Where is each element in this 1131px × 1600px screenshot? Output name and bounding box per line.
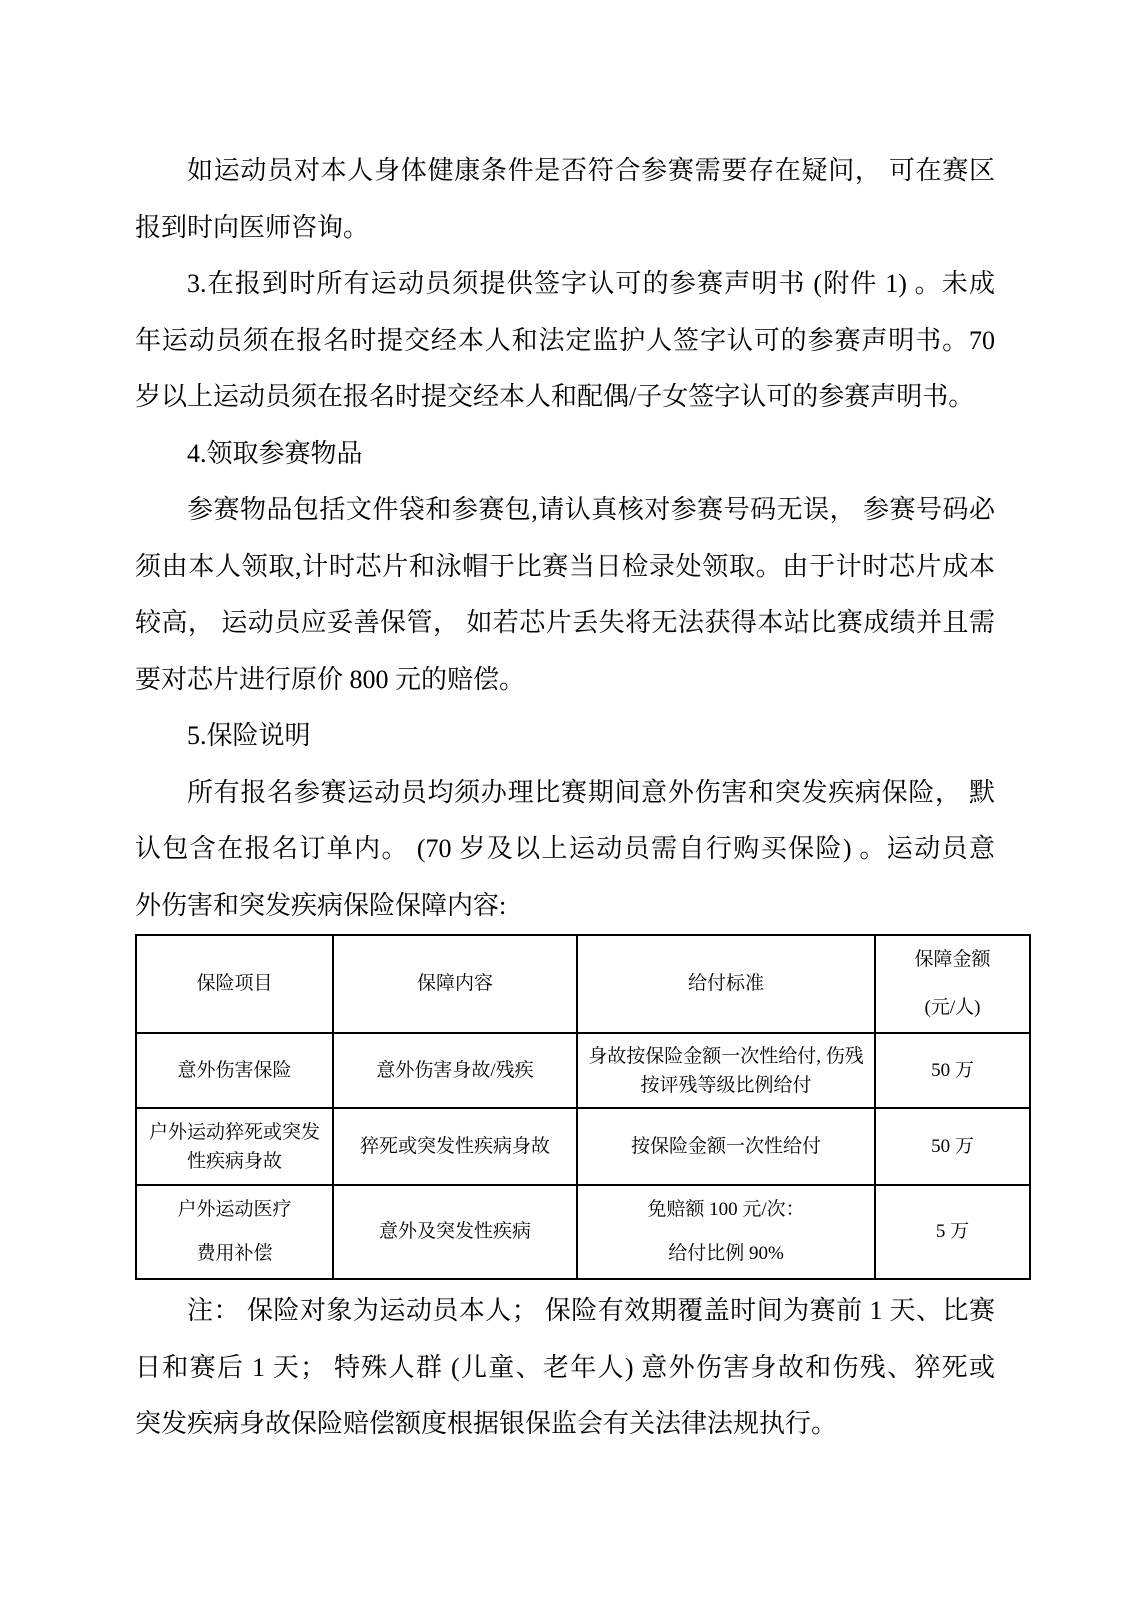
table-cell [875, 1033, 1030, 1108]
table-cell [577, 1185, 875, 1279]
cell-line: 按评残等级比例给付 [640, 1074, 812, 1096]
text-line: 认包含在报名订单内。 (70 岁及以上运动员需自行购买保险) 。运动员意 [135, 834, 995, 863]
text-line: 突发疾病身故保险赔偿额度根据银保监会有关法律法规执行。 [135, 1409, 838, 1438]
table-cell [875, 935, 1030, 1033]
text-line: 须由本人领取,计时芯片和泳帽于比赛当日检录处领取。由于计时芯片成本 [135, 551, 995, 581]
table-cell [333, 1185, 577, 1279]
cell-line: (元/人) [924, 997, 981, 1018]
table-cell [333, 1108, 577, 1185]
table-cell [577, 1108, 875, 1185]
table-cell [577, 935, 875, 1033]
cell-line: 户外运动医疗 [177, 1199, 292, 1220]
table-cell [136, 1033, 333, 1108]
text-line: 较高， 运动员应妥善保管， 如若芯片丢失将无法获得本站比赛成绩并且需 [135, 608, 995, 637]
text-line: 参赛物品包括文件袋和参赛包,请认真核对参赛号码无误， 参赛号码必 [187, 495, 995, 524]
text-line: 4.领取参赛物品 [187, 438, 363, 468]
cell-line: 5 万 [935, 1221, 970, 1242]
cell-line: 按保险金额一次性给付 [630, 1136, 821, 1157]
table-cell [875, 1108, 1030, 1185]
text-line: 5.保险说明 [187, 721, 311, 750]
text-line: 岁以上运动员须在报名时提交经本人和配偶/子女签字认可的参赛声明书。 [135, 382, 975, 411]
table-header-row [136, 935, 1030, 1033]
text-line: 外伤害和突发疾病保险保障内容: [135, 890, 507, 920]
table-cell [333, 1033, 577, 1108]
cell-line: 性疾病身故 [186, 1150, 282, 1172]
text-line: 所有报名参赛运动员均须办理比赛期间意外伤害和突发疾病保险， 默 [187, 777, 995, 807]
table-cell [136, 1185, 333, 1279]
table-row [136, 1185, 1030, 1279]
cell-line: 费用补偿 [196, 1243, 273, 1264]
insurance-table [135, 934, 1031, 1280]
text-line: 3.在报到时所有运动员须提供签字认可的参赛声明书 (附件 1) 。未成 [187, 269, 995, 298]
document-content [135, 143, 995, 1453]
cell-line: 保险项目 [196, 973, 273, 994]
cell-line: 免赔额 100 元/次： [647, 1199, 805, 1220]
cell-line: 给付比例 90% [668, 1243, 784, 1264]
cell-line: 50 万 [931, 1060, 974, 1081]
table-row [136, 1108, 1030, 1185]
text-line: 年运动员须在报名时提交经本人和法定监护人签字认可的参赛声明书。70 [135, 325, 995, 355]
cell-line: 意外伤害保险 [177, 1060, 292, 1081]
body-paragraphs [135, 143, 995, 934]
text-line: 如运动员对本人身体健康条件是否符合参赛需要存在疑问， 可在赛区 [187, 156, 995, 185]
table-cell [333, 935, 577, 1033]
table-cell [875, 1185, 1030, 1279]
cell-line: 给付标准 [687, 973, 764, 994]
table-cell [577, 1033, 875, 1108]
cell-line: 身故按保险金额一次性给付, 伤残 [588, 1045, 864, 1067]
text-line: 报到时向医师咨询。 [135, 212, 370, 242]
cell-line: 意外伤害身故/残疾 [376, 1060, 534, 1081]
text-line: 日和赛后 1 天； 特殊人群 (儿童、老年人) 意外伤害身故和伤残、猝死或 [135, 1352, 995, 1382]
text-line: 注： 保险对象为运动员本人； 保险有效期覆盖时间为赛前 1 天、比赛 [187, 1296, 995, 1325]
cell-line: 猝死或突发性疾病身故 [359, 1136, 550, 1157]
cell-line: 50 万 [931, 1136, 974, 1157]
cell-line: 保障金额 [914, 949, 991, 970]
table-row [136, 1033, 1030, 1108]
table-cell [136, 935, 333, 1033]
note-paragraph [135, 1283, 995, 1453]
text-line: 要对芯片进行原价 800 元的赔偿。 [135, 664, 526, 694]
cell-line: 意外及突发性疾病 [378, 1221, 531, 1242]
insurance-table-body [136, 935, 1030, 1279]
cell-line: 户外运动猝死或突发 [148, 1121, 320, 1143]
table-cell [136, 1108, 333, 1185]
cell-line: 保障内容 [416, 973, 493, 994]
